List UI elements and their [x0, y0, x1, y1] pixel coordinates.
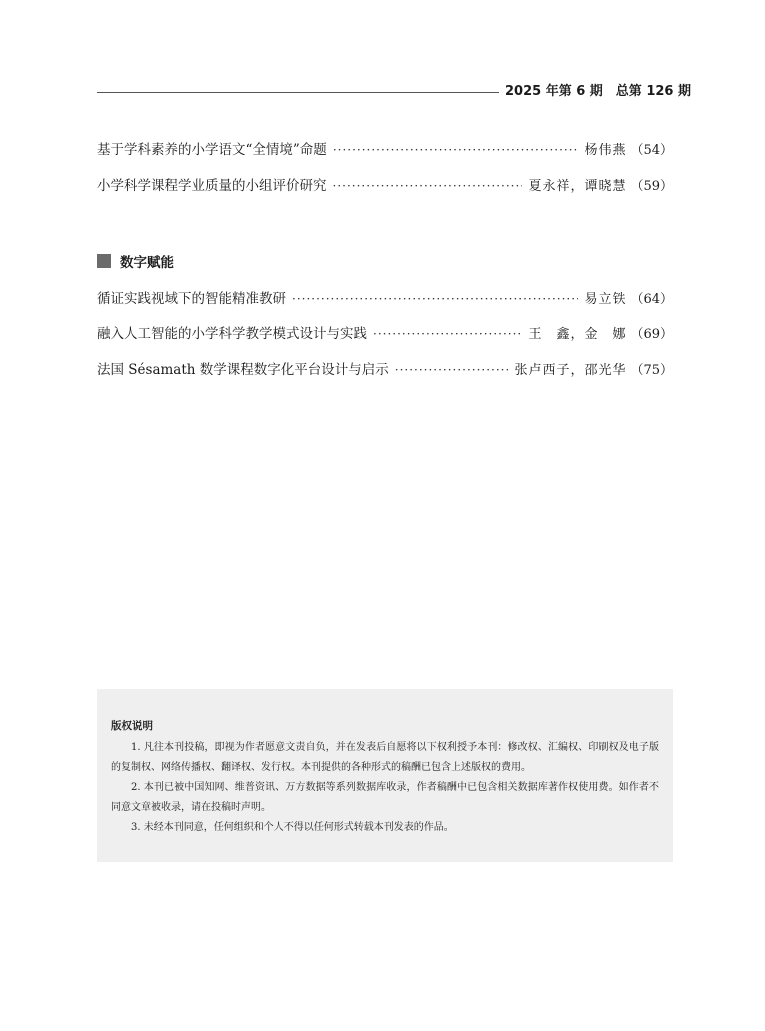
toc-entry-author: 易立铁 [584, 292, 627, 307]
toc-leader-dots [292, 288, 578, 310]
toc-entry[interactable] [97, 359, 673, 381]
section-title: 数字赋能 [120, 255, 174, 271]
copyright-notice [97, 689, 673, 862]
toc-entry-page: （64） [630, 292, 673, 307]
toc-entry-page: （75） [630, 363, 673, 378]
toc-entry[interactable] [97, 323, 673, 345]
toc-entry-page: （69） [630, 327, 673, 342]
toc-entry-title: 法国 Sésamath 数学课程数字化平台设计与启示 [97, 362, 389, 378]
toc-entry[interactable] [97, 288, 673, 310]
issue-info: 2025 年第 6 期 总第 126 期 [505, 84, 691, 99]
copyright-paragraph: 3. 未经本刊同意，任何组织和个人不得以任何形式转载本刊发表的作品。 [131, 822, 454, 833]
toc-leader-dots [373, 323, 522, 345]
toc-entry-title: 融入人工智能的小学科学教学模式设计与实践 [97, 326, 367, 342]
toc-entry[interactable] [97, 139, 673, 161]
toc-entry-author: 夏永祥，谭晓慧 [528, 179, 627, 194]
copyright-paragraph: 1. 凡往本刊投稿，即视为作者愿意文责自负，并在发表后自愿将以下权利授予本刊：修改权、汇编权、印刷权及电子版的复制权、网络传播权、翻译权、发行权。本刊提供的各种形式的稿酬已包含上述版权的费用。 [111, 742, 659, 773]
toc-entry-page: （54） [630, 143, 673, 158]
header-rule [97, 92, 499, 93]
toc-entry-title: 基于学科素养的小学语文“全情境”命题 [97, 142, 327, 158]
toc-entry-author: 张卢西子，邵光华 [514, 363, 627, 378]
toc-entry-page: （59） [630, 179, 673, 194]
toc-entry-title: 小学科学课程学业质量的小组评价研究 [97, 178, 327, 194]
toc-entry[interactable] [97, 175, 673, 197]
toc-leader-dots [395, 359, 509, 381]
section-heading [97, 251, 174, 271]
copyright-paragraph: 2. 本刊已被中国知网、维普资讯、万方数据等系列数据库收录，作者稿酬中已包含相关数据库著作权使用费。如作者不同意文章被收录，请在投稿时声明。 [111, 782, 659, 813]
section-square-icon [97, 254, 111, 268]
toc-leader-dots [333, 175, 523, 197]
toc-entry-author: 王 鑫，金 娜 [528, 327, 627, 342]
toc-leader-dots [333, 139, 579, 161]
copyright-title: 版权说明 [111, 720, 153, 732]
toc-entry-author: 杨伟燕 [584, 143, 627, 158]
toc-entry-title: 循证实践视域下的智能精准教研 [97, 291, 286, 307]
